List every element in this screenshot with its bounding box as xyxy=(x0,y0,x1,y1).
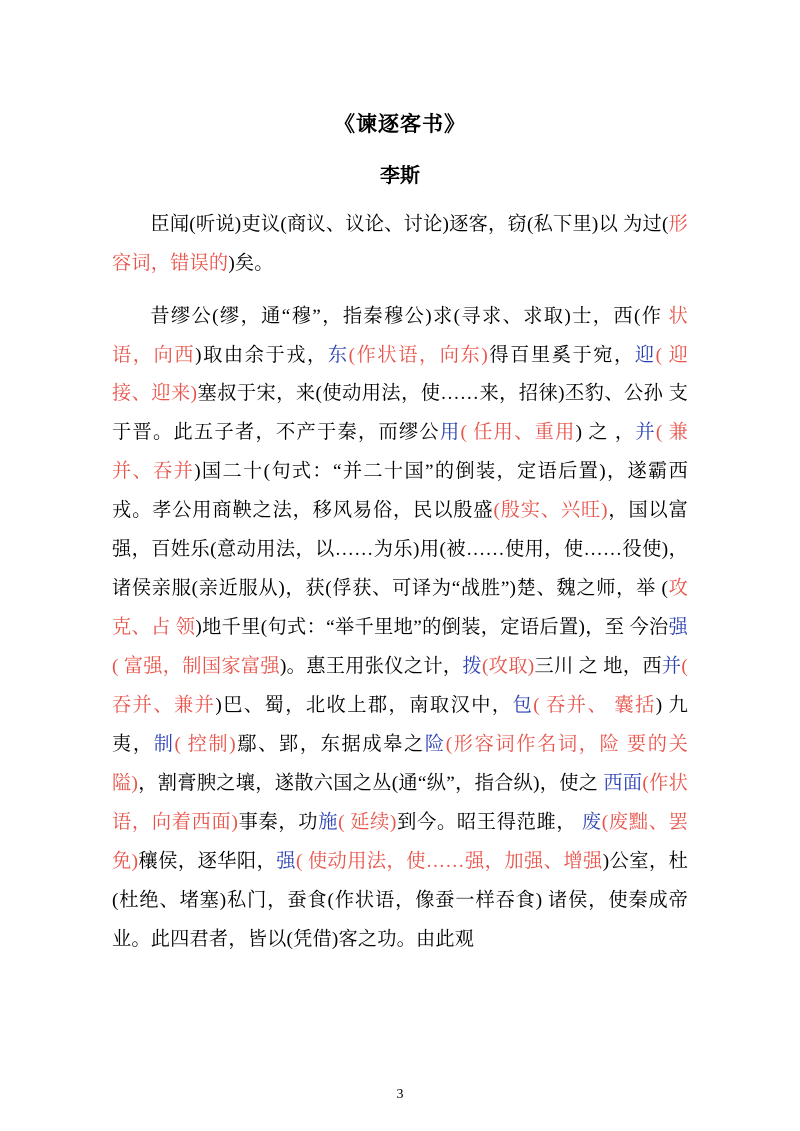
text-run-black: )地千里(句式：“举千里地”的倒装，定语后置)，至 今治 xyxy=(195,617,669,639)
text-run-blue: 强 xyxy=(276,851,296,873)
text-run-black: 得百里奚于宛， xyxy=(487,344,635,366)
text-run-blue: 施 xyxy=(318,812,339,834)
text-run-blue: 迎 xyxy=(634,344,656,366)
text-run-black: ) 九 夷， xyxy=(112,695,689,756)
text-run-black: ，割膏腴之壤，遂散六国之丛(通“纵”，指合纵)，使之 xyxy=(138,773,604,795)
text-run-red: 形容词，错误的 xyxy=(112,213,688,274)
text-run-red: (作状语，向东) xyxy=(348,344,488,366)
text-run-blue: 并 xyxy=(635,422,656,444)
text-run-red: (废黜、罢免) xyxy=(112,812,689,873)
text-run-blue: 用 xyxy=(439,422,461,444)
text-run-red: ( 富强，制国家富强 xyxy=(112,656,280,678)
text-run-blue: 包 xyxy=(512,695,534,717)
text-run-black: 鄢、郢，东据成皋之 xyxy=(235,734,425,756)
text-run-red: (形容词作名词，险 要的关隘) xyxy=(112,734,688,795)
text-run-blue: 拨 xyxy=(462,656,482,678)
text-run-black: )公室，杜(杜绝、堵塞)私门，蚕食(作状语，像蚕一样吞食) 诸侯，使秦成帝业。此四君者，皆以(凭借)客之功。由此观 xyxy=(112,851,689,951)
text-run-red: (殷实、兴旺) xyxy=(493,500,608,522)
text-run-blue: 东 xyxy=(327,344,349,366)
text-run-red: ( 控制) xyxy=(174,734,236,756)
text-run-blue: 险 xyxy=(424,734,446,756)
text-run-black: 到今。昭王得范雎， xyxy=(396,812,582,834)
text-run-red: ( 任用、重用 xyxy=(460,422,576,444)
page-number: 3 xyxy=(396,1087,404,1102)
text-run-red: (攻取) xyxy=(481,656,535,678)
text-run-red: ( 延续) xyxy=(338,812,397,834)
text-run-black: )矣。 xyxy=(228,252,274,274)
paragraph-1 xyxy=(112,206,688,284)
text-run-black: )巴、蜀，北收上郡，南取汉中， xyxy=(215,695,513,717)
text-run-red: ( 吞并、兼并 xyxy=(112,656,689,717)
text-run-black: )。惠王用张仪之计， xyxy=(279,656,463,678)
text-run-black: 塞叔于宋，来(使动用法，使……来，招徕)丕豹、公孙 支于晋。此五子者，不产于秦，而缪公 xyxy=(112,383,688,444)
text-run-red: 状语，向西 xyxy=(112,305,688,366)
text-run-blue: 废 xyxy=(581,812,602,834)
text-run-red: ( 兼 并、吞并 xyxy=(112,422,689,483)
paragraph-2 xyxy=(112,298,688,960)
text-run-black: ) 之 ， xyxy=(575,422,636,444)
text-run-red: (作状语，向着西面) xyxy=(112,773,688,834)
text-run-black: 事秦，功 xyxy=(238,812,319,834)
text-run-red: ( 迎 接、迎来) xyxy=(112,344,688,405)
text-run-blue: 西面 xyxy=(603,773,643,795)
text-run-black: 昔缪公(缪，通“穆”，指秦穆公)求(寻求、求取)士，西(作 xyxy=(150,305,669,327)
text-run-blue: 制 xyxy=(153,734,175,756)
text-run-black: 穰侯，逐华阳， xyxy=(138,851,277,873)
text-run-black: 三川 之 地，西 xyxy=(534,656,662,678)
text-run-black: 臣闻(听说)吏议(商议、议论、讨论)逐客，窃(私下里)以 为过( xyxy=(150,213,669,235)
author-name: 李斯 xyxy=(380,164,420,187)
page-title: 《谏逐客书》 xyxy=(334,112,466,136)
text-run-black: )国二十(句式：“并二十国”的倒装，定语后置)，遂霸西 戎。孝公用商鞅之法，移风易俗，民以殷盛 xyxy=(112,461,688,522)
text-run-red: 攻克、占 领 xyxy=(112,578,688,639)
text-run-black: )取由余于戎， xyxy=(195,344,328,366)
text-run-black: ，国以富 强，百姓乐(意动用法，以……为乐)用(被……使用，使……役使)，诸侯亲服(亲近服从)，获(俘获、可译为“战胜”)楚、魏之师，举 ( xyxy=(112,500,688,600)
text-run-blue: 强 xyxy=(668,617,688,639)
text-run-blue: 并 xyxy=(661,656,682,678)
text-run-red: ( 使动用法，使……强，加强、增强 xyxy=(295,851,603,873)
text-run-red: ( 吞并、 囊括 xyxy=(533,695,656,717)
